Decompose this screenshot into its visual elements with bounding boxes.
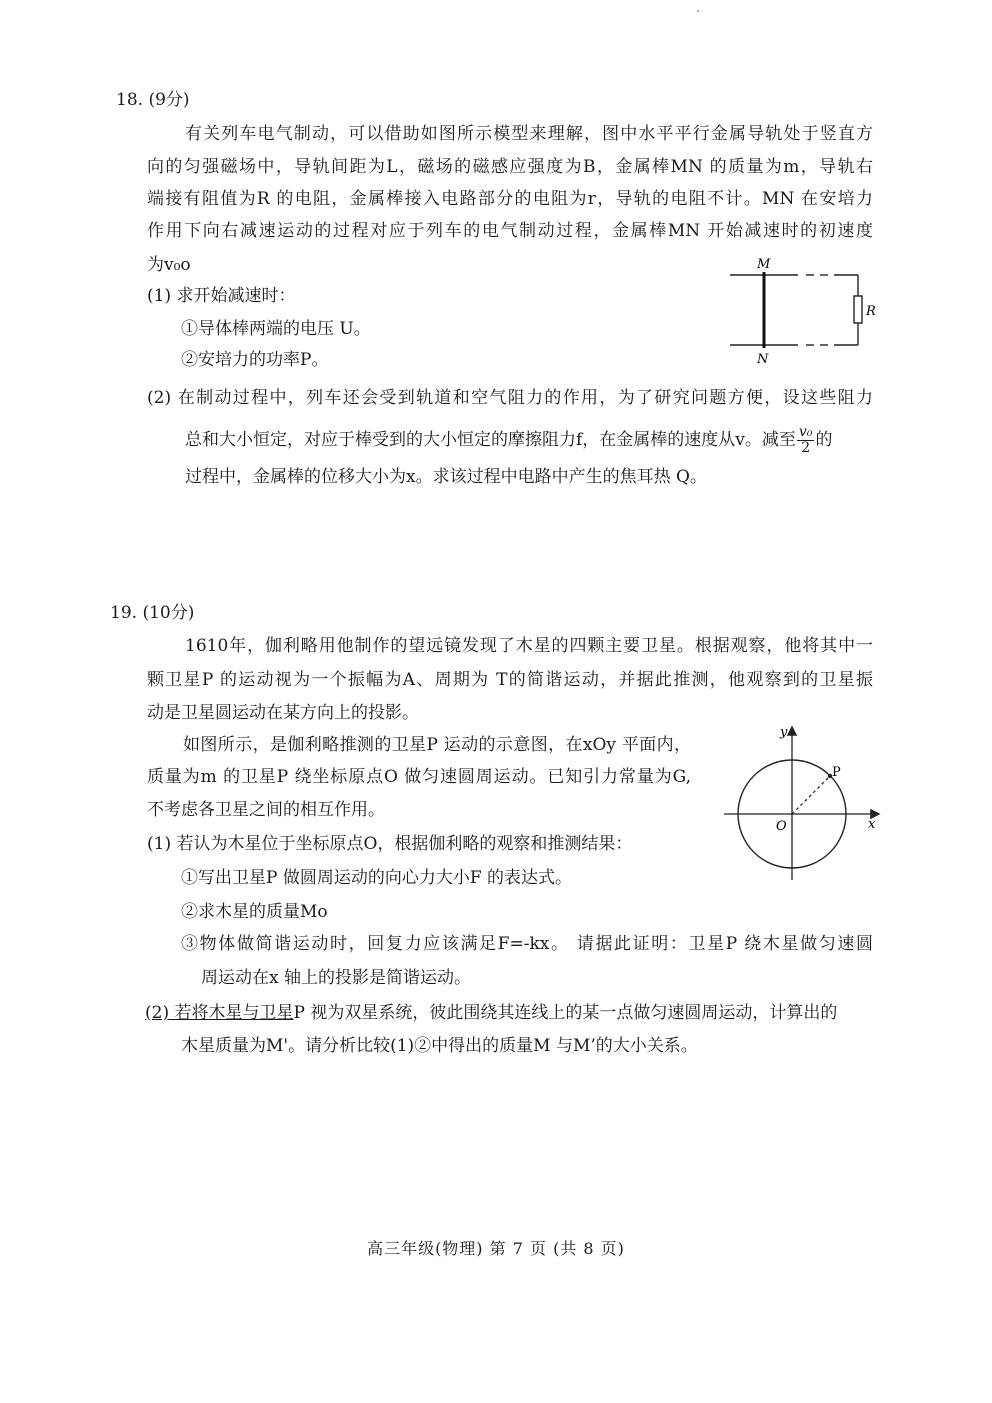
q18-line-1: 有关列车电气制动，可以借助如图所示模型来理解，图中水平平行金属导轨处于竖直方 [185, 124, 873, 144]
q19-fig-line-1: 如图所示，是伽利略推测的卫星P 运动的示意图，在xOy 平面内， [183, 735, 691, 755]
q19-line-2: 颗卫星P 的运动视为一个振幅为A、周期为 T的简谐运动，并据此推测，他观察到的卫星振 [147, 670, 873, 690]
q18-part2-line3: 过程中，金属棒的位移大小为x。求该过程中电路中产生的焦耳热 Q。 [185, 467, 707, 487]
scan-speck [697, 10, 699, 12]
q19-part2-line2: 木星质量为M'。请分析比较(1)②中得出的质量M 与M’的大小关系。 [181, 1036, 698, 1056]
q18-part2-line1: (2) 在制动过程中，列车还会受到轨道和空气阻力的作用，为了研究问题方便，设这些阻力 [147, 388, 873, 408]
q18-line-2: 向的匀强磁场中，导轨间距为L，磁场的磁感应强度为B，金属棒MN 的质量为m，导轨右 [147, 157, 873, 177]
q19-part2-underlined: (2) 若将木星与卫星 [145, 1003, 294, 1023]
radius-line [792, 776, 830, 814]
page-footer: 高三年级(物理) 第 7 页 (共 8 页) [367, 1239, 625, 1258]
q18-header: 18. (9分) [116, 90, 190, 110]
resistor-r [854, 296, 862, 323]
label-p: P [832, 765, 841, 780]
label-m: M [757, 257, 771, 272]
rail-circuit-diagram [722, 250, 882, 370]
q18-part2-line2 [185, 425, 832, 456]
q18-part1: (1) 求开始减速时： [147, 286, 296, 306]
label-n: N [757, 352, 769, 367]
q19-part1-c-line2: 周运动在x 轴上的投影是简谐运动。 [201, 968, 471, 988]
q18-part2-line2-text: 总和大小恒定，对应于棒受到的大小恒定的摩擦阻力f，在金属棒的速度从v。减至 [185, 430, 796, 450]
q19-part1-b: ②求木星的质量Mo [181, 902, 328, 922]
circular-orbit-diagram [720, 720, 885, 885]
q19-part1-c-line1: ③物体做简谐运动时，回复力应该满足F=-kx。 请据此证明：卫星P 绕木星做匀速圆 [181, 934, 873, 954]
label-x: x [868, 817, 876, 832]
q19-part2-rest: P 视为双星系统，彼此围绕其连线上的某一点做匀速圆周运动，计算出的 [293, 1003, 838, 1023]
fraction-numerator: v₀ [798, 424, 813, 440]
q19-line-3: 动是卫星圆运动在某方向上的投影。 [147, 703, 419, 723]
q18-line-5: 为v₀o [147, 255, 191, 275]
q18-part1-b: ②安培力的功率P。 [181, 350, 329, 370]
q19-line-1: 1610年，伽利略用他制作的望远镜发现了木星的四颗主要卫星。根据观察，他将其中一 [185, 636, 873, 656]
q18-line-4: 作用下向右减速运动的过程对应于列车的电气制动过程，金属棒MN 开始减速时的初速度 [147, 221, 873, 241]
q18-part2-line2-tail: 的 [815, 430, 833, 450]
label-y: y [780, 725, 788, 740]
label-o: O [776, 819, 787, 834]
fraction-denominator: 2 [801, 440, 811, 456]
q19-header: 19. (10分) [110, 603, 195, 623]
q19-part1: (1) 若认为木星位于坐标原点O，根据伽利略的观察和推测结果： [147, 834, 633, 854]
q18-part1-a: ①导体棒两端的电压 U。 [181, 319, 371, 339]
label-r: R [866, 304, 876, 319]
v0-over-2-fraction [797, 425, 815, 456]
q19-part1-a: ①写出卫星P 做圆周运动的向心力大小F 的表达式。 [181, 868, 573, 888]
q18-line-3: 端接有阻值为R 的电阻，金属棒接入电路部分的电阻为r，导轨的电阻不计。MN 在安培力 [147, 189, 873, 209]
q19-fig-line-3: 不考虑各卫星之间的相互作用。 [147, 800, 385, 820]
q19-fig-line-2: 质量为m 的卫星P 绕坐标原点O 做匀速圆周运动。已知引力常量为G, [147, 767, 691, 787]
q19-part2-line1 [145, 1001, 837, 1025]
